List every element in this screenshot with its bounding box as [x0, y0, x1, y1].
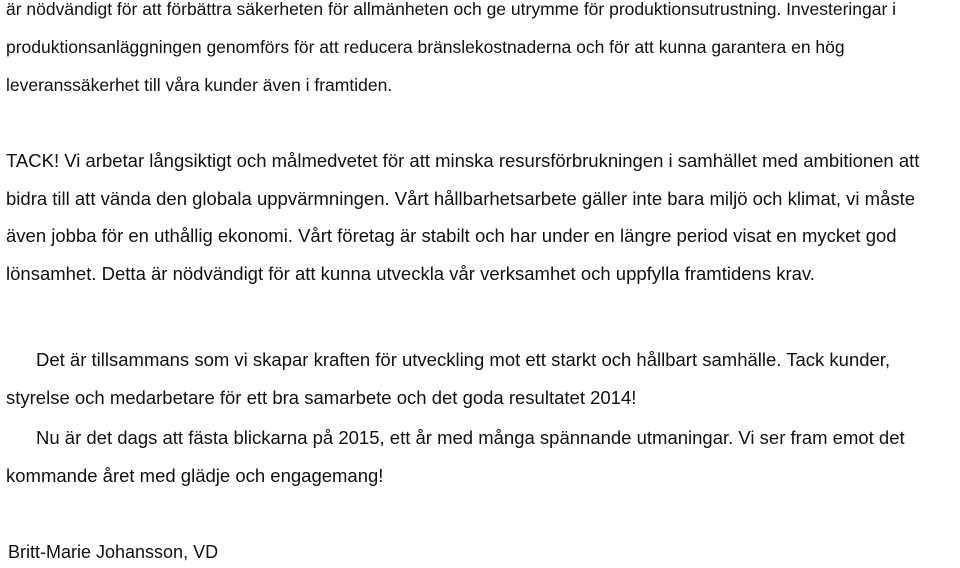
paragraph-intro: är nödvändigt för att förbättra säkerheten för allmänheten och ge utrymme för produktionsutrustning. Investeringar i produktionsanläggningen genomförs för att reducera bränslekostnaderna och för att kunna garantera en hög leveranssäkerhet till våra kunder även i framtiden. — [6, 0, 897, 95]
paragraph-tack: TACK! Vi arbetar långsiktigt och målmedvetet för att minska resursförbrukningen i samhället med ambitionen att bidra till att vända den globala uppvärmningen. Vårt hållbarhetsarbete gäller inte bara miljö och klimat, vi måste även jobba för en uthållig ekonomi. Vårt företag är stabilt och har under en längre period visat en mycket god lönsamhet. Detta är nödvändigt för att kunna utveckla vår verksamhet och uppfylla framtidens krav. — [6, 150, 920, 284]
paragraph-tillsammans: Det är tillsammans som vi skapar kraften för utveckling mot ett starkt och hållbart samhälle. Tack kunder, styrelse och medarbetare för ett bra samarbete och det goda resultatet 2014! — [6, 349, 891, 408]
paragraph-framtid: Nu är det dags att fästa blickarna på 2015, ett år med många spännande utmaningar. Vi ser fram emot det kommande året med glädje och engagemang! — [6, 427, 905, 486]
signature: Britt-Marie Johansson, VD — [8, 542, 219, 562]
